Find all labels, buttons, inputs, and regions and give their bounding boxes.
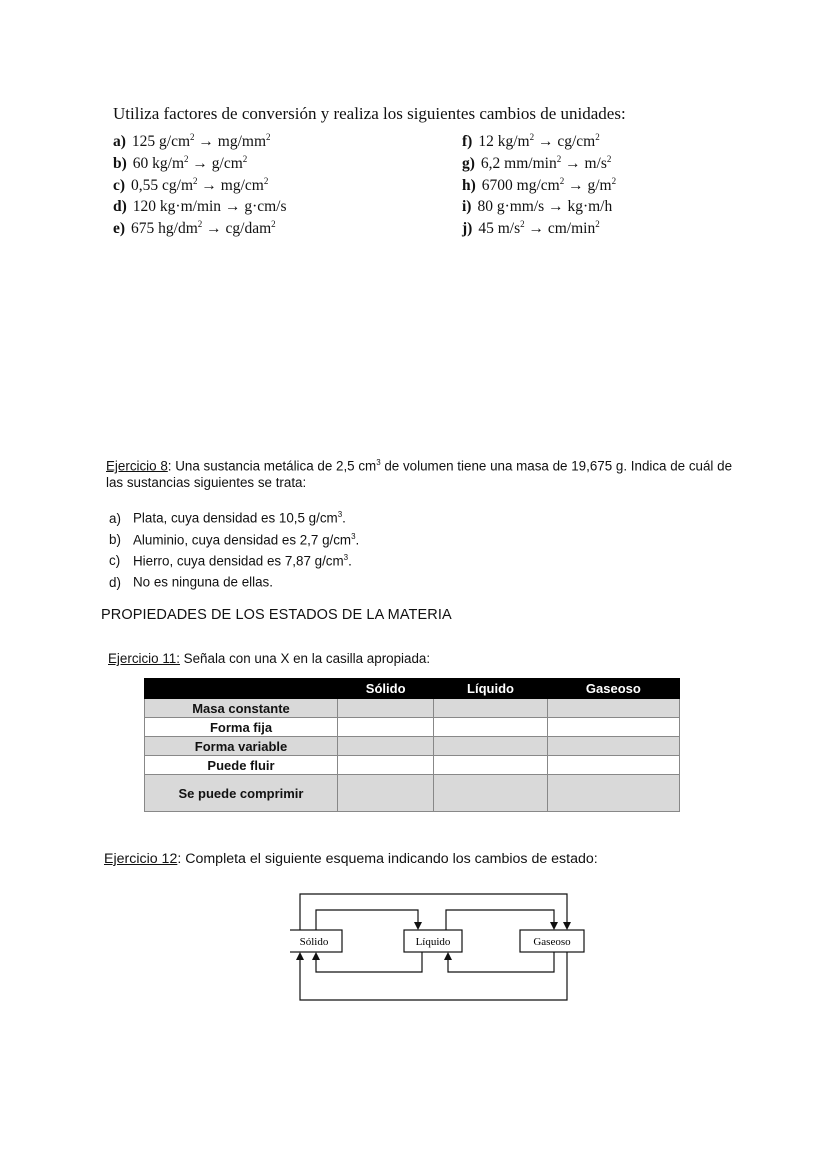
conversion-to-unit: cm/min — [547, 220, 596, 238]
option-text: Plata, cuya densidad es 10,5 g/cm — [133, 510, 338, 526]
option-text: Aluminio, cuya densidad es 2,7 g/cm — [133, 532, 352, 548]
answer-cell-gas[interactable] — [547, 756, 679, 775]
answer-cell-liquid[interactable] — [434, 737, 547, 756]
option-item — [106, 570, 736, 591]
option-item — [106, 506, 736, 527]
table-header-gas: Gaseoso — [547, 679, 679, 699]
option-text: No es ninguna de ellas. — [133, 574, 273, 590]
option-letter: d) — [109, 574, 121, 590]
conversion-letter: a) — [113, 133, 126, 151]
exercise-12-label: Ejercicio 12 — [104, 851, 178, 867]
state-box-liquid — [404, 930, 462, 952]
arrow-liquid-to-solid — [316, 952, 422, 972]
conversion-from-exp: 2 — [184, 153, 189, 164]
conversion-to-unit: g/cm — [211, 154, 243, 172]
row-label: Puede fluir — [145, 756, 338, 775]
answer-cell-liquid[interactable] — [434, 775, 547, 812]
exercise-11-label: Ejercicio 11: — [108, 651, 180, 666]
table-header-solid: Sólido — [338, 679, 434, 699]
conversion-letter: i) — [462, 198, 472, 216]
conversion-arrow: → — [568, 176, 584, 194]
exercise-8 — [106, 454, 736, 592]
conversion-item — [462, 194, 616, 216]
conversion-letter: d) — [113, 198, 127, 216]
answer-cell-solid[interactable] — [338, 756, 434, 775]
conversion-from-unit: kg·m/min — [159, 198, 222, 216]
row-label: Masa constante — [145, 699, 338, 718]
conversion-item — [113, 151, 287, 173]
conversion-letter: f) — [462, 133, 473, 151]
conversion-to-exp: 2 — [606, 153, 612, 164]
table-row — [145, 775, 680, 812]
conversion-from-exp: 2 — [559, 175, 565, 186]
conversion-letter: j) — [462, 220, 473, 238]
table-header-row — [145, 679, 680, 699]
arrow-liquid-to-gas — [446, 910, 554, 930]
arrow-gas-to-solid — [300, 952, 567, 1000]
conversion-letter: h) — [462, 176, 476, 194]
option-end: . — [342, 510, 346, 526]
conversion-item — [113, 194, 287, 216]
conversion-to-exp: 2 — [595, 132, 600, 142]
conversion-from-exp: 2 — [556, 153, 562, 164]
conversion-from-exp: 2 — [520, 219, 525, 229]
conversion-to-exp: 2 — [263, 175, 269, 186]
answer-cell-liquid[interactable] — [434, 718, 547, 737]
conversion-value: 80 — [477, 198, 493, 216]
state-change-diagram — [290, 890, 590, 1008]
conversion-item — [462, 173, 616, 195]
conversion-from-exp: 2 — [190, 132, 195, 142]
row-label: Forma fija — [145, 718, 338, 737]
arrow-solid-to-liquid — [316, 910, 418, 930]
section-title: PROPIEDADES DE LOS ESTADOS DE LA MATERIA — [101, 607, 452, 623]
exercise-12-statement — [104, 851, 598, 867]
exercise-8-options — [106, 506, 736, 591]
exercise-12-text: : Completa el siguiente esquema indicando los cambios de estado: — [177, 851, 598, 867]
conversion-from-unit: hg/dm — [158, 220, 198, 238]
conversion-value: 6700 — [481, 176, 513, 194]
conversion-arrow: → — [528, 220, 544, 238]
conversion-list-right — [462, 129, 616, 238]
option-text: Hierro, cuya densidad es 7,87 g/cm — [133, 553, 344, 569]
conversion-arrow: → — [192, 154, 208, 172]
answer-cell-gas[interactable] — [547, 737, 679, 756]
option-letter: b) — [109, 532, 121, 548]
exercise-11-text: Señala con una X en la casilla apropiada: — [179, 651, 431, 666]
conversion-item — [462, 216, 616, 238]
conversion-instructions: Utiliza factores de conversión y realiza los siguientes cambios de unidades: — [113, 104, 626, 123]
answer-cell-solid[interactable] — [338, 775, 434, 812]
exercise-8-text-1: : Una sustancia metálica de 2,5 cm — [167, 458, 377, 474]
conversion-letter: g) — [462, 154, 475, 172]
option-sup: 3 — [337, 510, 343, 520]
conversion-to-exp: 2 — [595, 219, 600, 229]
row-label: Forma variable — [145, 737, 338, 756]
option-end: . — [355, 532, 360, 548]
answer-cell-liquid[interactable] — [434, 699, 547, 718]
conversion-letter: e) — [113, 220, 126, 238]
option-sup: 3 — [343, 553, 349, 562]
conversion-from-unit: kg/m — [497, 133, 530, 151]
conversion-value: 675 — [131, 220, 155, 238]
option-letter: a) — [109, 510, 121, 526]
table-row — [145, 718, 680, 737]
exercise-8-sup: 3 — [376, 458, 381, 467]
conversion-arrow: → — [224, 198, 241, 216]
conversion-to-unit: g/m — [587, 176, 612, 194]
conversion-from-unit: mg/cm — [516, 176, 560, 194]
state-label-solid: Sólido — [299, 936, 329, 948]
answer-cell-solid[interactable] — [338, 699, 434, 718]
conversion-to-unit: kg·m/h — [567, 198, 613, 216]
option-item — [106, 549, 736, 570]
row-label: Se puede comprimir — [145, 775, 338, 812]
state-label-liquid: Líquido — [415, 936, 451, 948]
exercise-8-statement — [106, 454, 736, 491]
conversion-to-unit: cg/cm — [557, 133, 596, 151]
conversion-value: 6,2 — [480, 154, 501, 172]
conversion-value: 12 — [478, 133, 494, 151]
answer-cell-gas[interactable] — [547, 699, 679, 718]
conversion-list-left — [113, 129, 287, 238]
conversion-from-exp: 2 — [193, 175, 198, 186]
conversion-letter: b) — [113, 154, 127, 172]
conversion-to-unit: m/s — [584, 154, 607, 172]
table-row — [145, 699, 680, 718]
conversion-to-exp: 2 — [271, 219, 276, 229]
conversion-value: 125 — [131, 133, 156, 151]
table-body — [145, 699, 680, 812]
answer-cell-solid[interactable] — [338, 718, 434, 737]
conversion-from-unit: m/s — [497, 220, 521, 238]
exercise-11-statement — [108, 651, 430, 666]
conversion-from-unit: g/cm — [159, 133, 191, 151]
conversion-value: 0,55 — [131, 176, 159, 194]
conversion-arrow: → — [565, 154, 581, 172]
conversion-item — [462, 129, 616, 151]
conversion-arrow: → — [198, 133, 214, 151]
option-end: . — [348, 553, 352, 569]
conversion-item — [113, 216, 287, 238]
conversion-from-unit: mm/min — [504, 154, 557, 172]
conversion-value: 120 — [132, 198, 157, 216]
answer-cell-gas[interactable] — [547, 775, 679, 812]
state-box-solid — [290, 930, 342, 952]
option-sup: 3 — [351, 531, 356, 541]
conversion-arrow: → — [537, 133, 554, 151]
answer-cell-solid[interactable] — [338, 737, 434, 756]
table-header-liquid: Líquido — [434, 679, 547, 699]
conversion-to-unit: cg/dam — [225, 220, 272, 238]
table-row — [145, 737, 680, 756]
exercise-8-text-2: de volumen tiene una masa de 19,675 g. Indica de cuál de las sustancias siguientes se trata: — [106, 458, 733, 491]
option-letter: c) — [109, 553, 121, 569]
conversion-item — [462, 151, 616, 173]
table-row — [145, 756, 680, 775]
conversion-arrow: → — [548, 198, 564, 216]
conversion-arrow: → — [201, 176, 217, 194]
conversion-arrow: → — [206, 220, 222, 238]
unit-conversion-exercise — [113, 104, 673, 238]
conversion-from-unit: g·mm/s — [496, 198, 545, 216]
exercise-8-label: Ejercicio 8 — [106, 458, 168, 474]
state-label-gas: Gaseoso — [533, 936, 571, 948]
conversion-from-unit: cg/m — [162, 176, 194, 194]
arrow-solid-to-gas — [300, 894, 567, 930]
conversion-value: 45 — [478, 220, 494, 238]
conversion-from-exp: 2 — [197, 219, 203, 229]
conversion-to-unit: mg/mm — [217, 133, 267, 151]
conversion-to-exp: 2 — [611, 175, 617, 186]
answer-cell-gas[interactable] — [547, 718, 679, 737]
conversion-to-unit: g·cm/s — [244, 198, 287, 216]
conversion-from-unit: kg/m — [152, 154, 185, 172]
conversion-item — [113, 173, 287, 195]
conversion-to-exp: 2 — [242, 153, 248, 164]
conversion-to-unit: mg/cm — [220, 176, 264, 194]
conversion-from-exp: 2 — [529, 132, 535, 142]
conversion-value: 60 — [132, 154, 149, 172]
conversion-to-exp: 2 — [266, 132, 271, 142]
conversion-item — [113, 129, 287, 151]
arrow-gas-to-liquid — [448, 952, 554, 972]
conversion-letter: c) — [113, 176, 126, 194]
state-box-gas — [520, 930, 584, 952]
table-header-empty — [145, 679, 338, 699]
states-properties-table — [144, 678, 680, 812]
option-item — [106, 528, 736, 549]
answer-cell-liquid[interactable] — [434, 756, 547, 775]
